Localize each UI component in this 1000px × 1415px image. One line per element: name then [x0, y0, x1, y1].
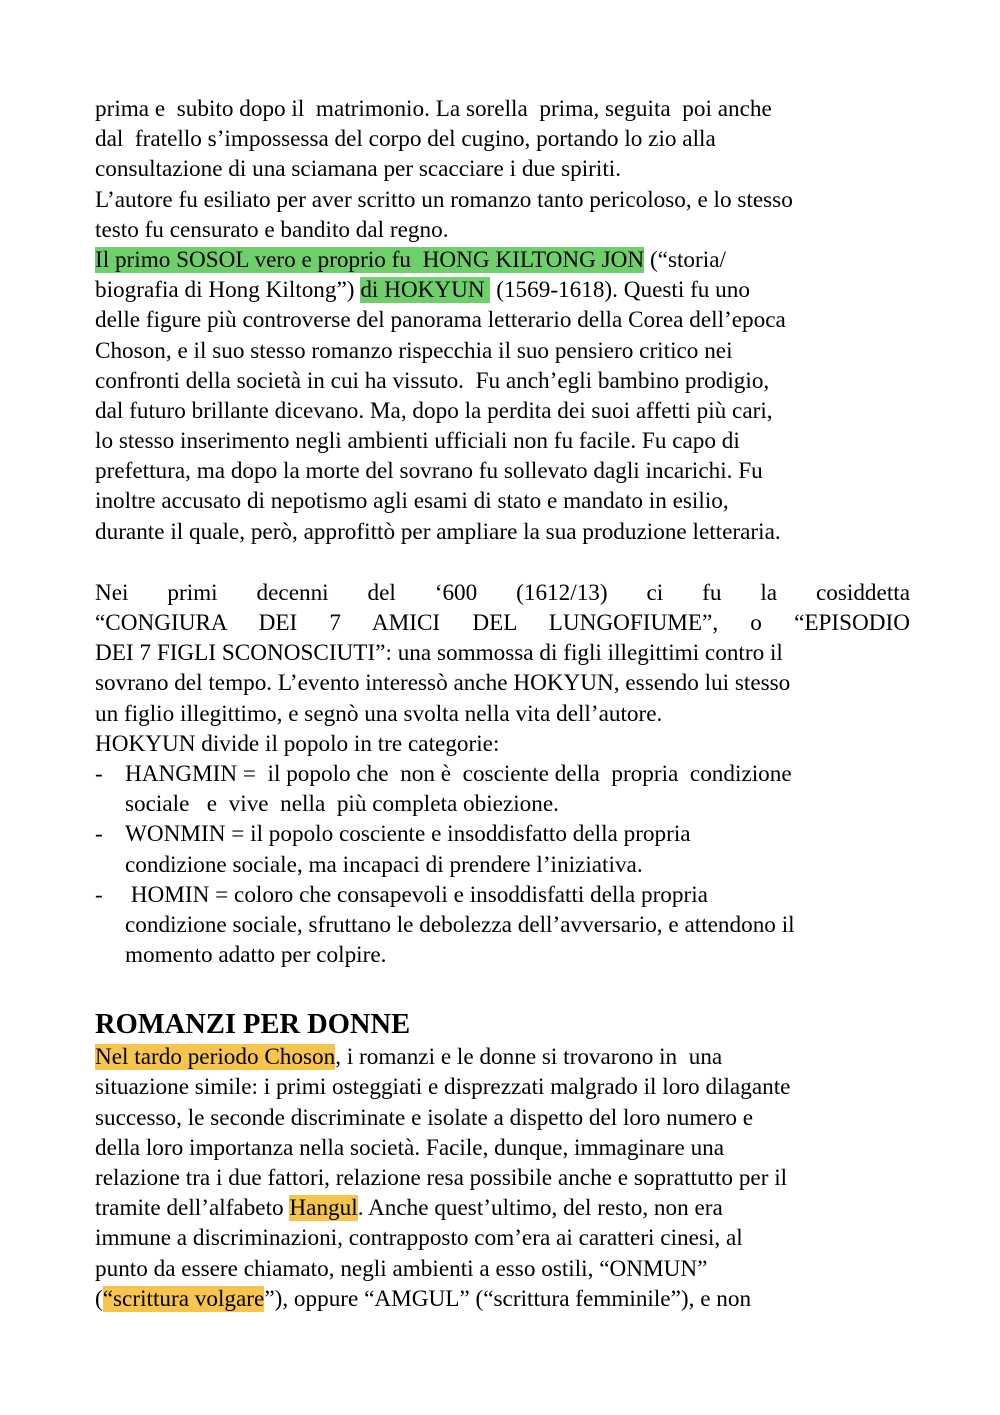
text-line: condizione sociale, ma incapaci di prendere l’iniziativa.: [125, 851, 643, 878]
text-line: dal futuro brillante dicevano. Ma, dopo la perdita dei suoi affetti più cari,: [95, 397, 773, 424]
text-line: dal fratello s’impossessa del corpo del cugino, portando lo zio alla: [95, 126, 716, 153]
text-line: [95, 245, 910, 275]
text-line: condizione sociale, sfruttano le debolezza dell’avversario, e attendono il: [125, 911, 795, 938]
text-line: [95, 275, 910, 305]
text-line: situazione simile: i primi osteggiati e disprezzati malgrado il loro dilagante: [95, 1074, 791, 1101]
text-span: (: [95, 1285, 103, 1312]
text-line: testo fu censurato e bandito dal regno.: [95, 216, 449, 243]
text-span: (1569-1618). Questi fu uno: [490, 277, 750, 304]
list-item: [95, 819, 910, 879]
category-list: [95, 759, 910, 970]
text-line: Choson, e il suo stesso romanzo rispecchia il suo pensiero critico nei: [95, 337, 733, 364]
text-line: consultazione di una sciamana per scacciare i due spiriti.: [95, 156, 622, 183]
highlight-green: di HOKYUN: [360, 277, 491, 304]
section-gap: [95, 970, 910, 1006]
text-line: “CONGIURA DEI 7 AMICI DEL LUNGOFIUME”, o “EPISODIO: [95, 610, 910, 636]
text-line: delle figure più controverse del panorama letterario della Corea dell’epoca: [95, 307, 786, 334]
section-heading: ROMANZI PER DONNE: [95, 1009, 411, 1041]
text-line: prima e subito dopo il matrimonio. La sorella prima, seguita poi anche: [95, 96, 772, 122]
text-line: durante il quale, però, approfittò per ampliare la sua produzione letteraria.: [95, 518, 781, 545]
section-romanzi-per-donne: [95, 1008, 910, 1314]
text-line: della loro importanza nella società. Facile, dunque, immaginare una: [95, 1134, 725, 1161]
text-line: un figlio illegittimo, e segnò una svolta nella vita dell’autore.: [95, 700, 663, 727]
paragraph-sacrifice-story: [95, 94, 910, 245]
text-line: [95, 1042, 910, 1072]
text-line: HOMIN = coloro che consapevoli e insoddisfatti della propria: [125, 881, 708, 908]
highlight-yellow: Nel tardo periodo Choson: [95, 1044, 336, 1071]
text-line: sovrano del tempo. L’evento interessò anche HOKYUN, essendo lui stesso: [95, 670, 791, 697]
dash-bullet: -: [95, 881, 103, 908]
list-item: [95, 759, 910, 819]
text-line: immune a discriminazioni, contrapposto com’era ai caratteri cinesi, al: [95, 1225, 743, 1252]
text-span: biografia di Hong Kiltong”): [95, 277, 361, 304]
text-line: DEI 7 FIGLI SCONOSCIUTI”: una sommossa di figli illegittimi contro il: [95, 640, 783, 667]
text-span: . Anche quest’ultimo, del resto, non era: [357, 1195, 723, 1222]
text-span: , i romanzi e le donne si trovarono in una: [335, 1044, 723, 1071]
text-line: confronti della società in cui ha vissuto. Fu anch’egli bambino prodigio,: [95, 367, 770, 394]
paragraph-conspiracy: [95, 578, 910, 759]
text-line: HANGMIN = il popolo che non è cosciente della propria condizione: [125, 760, 792, 787]
text-line: WONMIN = il popolo cosciente e insoddisfatto della propria: [125, 821, 691, 848]
text-span: (“storia/: [644, 246, 726, 273]
text-line: prefettura, ma dopo la morte del sovrano fu sollevato dagli incarichi. Fu: [95, 458, 763, 485]
text-line: punto da essere chiamato, negli ambienti a esso ostili, “ONMUN”: [95, 1255, 708, 1282]
highlight-yellow: “scrittura volgare: [102, 1285, 265, 1312]
text-line: inoltre accusato di nepotismo agli esami di stato e mandato in esilio,: [95, 488, 729, 515]
text-line: successo, le seconde discriminate e isolate a dispetto del loro numero e: [95, 1104, 754, 1131]
text-line: [95, 1284, 910, 1314]
text-line: HOKYUN divide il popolo in tre categorie:: [95, 730, 500, 757]
dash-bullet: -: [95, 821, 103, 848]
text-span: ”), oppure “AMGUL” (“scrittura femminile”), e non: [264, 1285, 752, 1312]
text-line: lo stesso inserimento negli ambienti ufficiali non fu facile. Fu capo di: [95, 428, 740, 455]
text-line: relazione tra i due fattori, relazione resa possibile anche e soprattutto per il: [95, 1165, 788, 1191]
text-span: tramite dell’alfabeto: [95, 1195, 290, 1222]
text-line: L’autore fu esiliato per aver scritto un romanzo tanto pericoloso, e lo stesso: [95, 186, 793, 213]
text-line: [95, 1193, 910, 1223]
text-line: sociale e vive nella più completa obiezione.: [125, 791, 559, 818]
text-line: momento adatto per colpire.: [125, 942, 387, 969]
highlight-yellow: Hangul: [289, 1195, 358, 1222]
paragraph-hong-kiltong: [95, 245, 910, 547]
text-line: Nei primi decenni del ‘600 (1612/13) ci fu la cosiddetta: [95, 579, 910, 606]
paragraph-gap: [95, 547, 910, 578]
dash-bullet: -: [95, 760, 103, 787]
document-body: [95, 94, 910, 1314]
list-item: [95, 880, 910, 971]
highlight-green: Il primo SOSOL vero e proprio fu HONG KILTONG JON: [95, 246, 645, 273]
